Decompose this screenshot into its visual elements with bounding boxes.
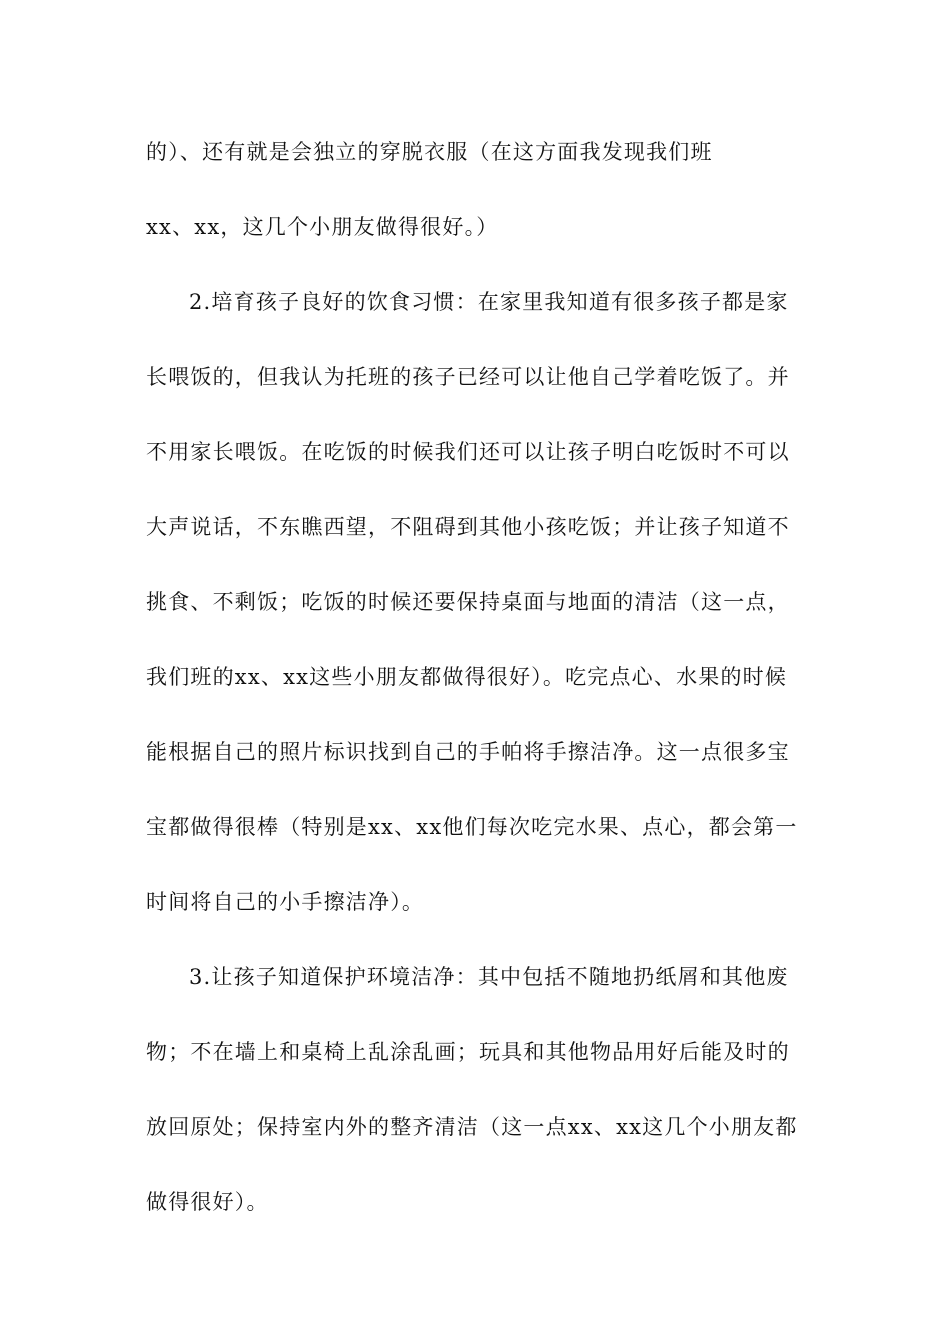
text-line: xx、xx，这几个小朋友做得很好。） [146,215,499,239]
text-line: 的）、还有就是会独立的穿脱衣服（在这方面我发现我们班 [146,140,713,164]
text-line: 我们班的xx、xx这些小朋友都做得很好）。吃完点心、水果的时候 [146,665,788,689]
text-line: 时间将自己的小手擦洁净）。 [146,890,425,914]
text-line: 大声说话，不东瞧西望，不阻碍到其他小孩吃饭；并让孩子知道不 [146,515,790,539]
text-line: 宝都做得很棒（特别是xx、xx他们每次吃完水果、点心，都会第一 [146,815,798,839]
text-line: 不用家长喂饭。在吃饭的时候我们还可以让孩子明白吃饭时不可以 [146,440,790,464]
paragraph-start-line: 3.让孩子知道保护环境洁净：其中包括不随地扔纸屑和其他废 [189,965,789,989]
paragraph-start-line: 2.培育孩子良好的饮食习惯：在家里我知道有很多孩子都是家 [189,290,789,314]
text-line: 能根据自己的照片标识找到自己的手帕将手擦洁净。这一点很多宝 [146,740,790,764]
text-line: 物；不在墙上和桌椅上乱涂乱画；玩具和其他物品用好后能及时的 [146,1040,790,1064]
text-line: 挑食、不剩饭；吃饭的时候还要保持桌面与地面的清洁（这一点， [146,590,790,614]
text-line: 做得很好）。 [146,1190,269,1214]
text-line: 长喂饭的，但我认为托班的孩子已经可以让他自己学着吃饭了。并 [146,365,790,389]
text-line: 放回原处；保持室内外的整齐清洁（这一点xx、xx这几个小朋友都 [146,1115,798,1139]
